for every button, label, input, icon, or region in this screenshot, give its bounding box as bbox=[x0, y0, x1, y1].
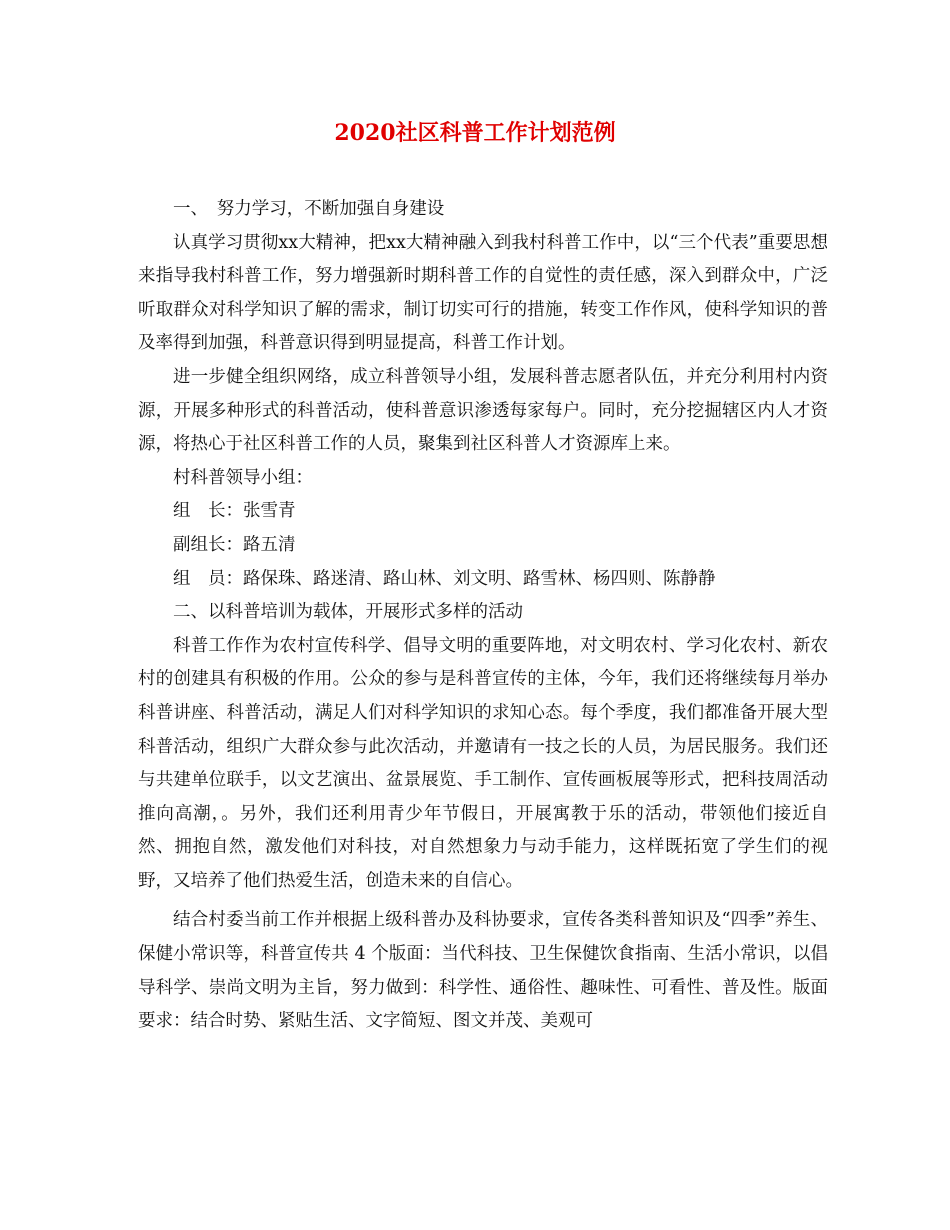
paragraph-organization: 进一步健全组织网络，成立科普领导小组，发展科普志愿者队伍，并充分利用村内资源，开展多种形式的科普活动，使科普意识渗透每家每户。同时，充分挖掘辖区内人才资源，将热心于社区科普工作的人员，聚集到社区科普人才资源库上来。 bbox=[138, 366, 828, 455]
section-heading-2: 二、以科普培训为载体，开展形式多样的活动 bbox=[173, 602, 523, 623]
document-body bbox=[138, 193, 828, 1039]
section-heading-1: 一、 努力学习，不断加强自身建设 bbox=[173, 199, 445, 219]
members-line: 组 员：路保珠、路迷清、路山林、刘文明、路雪林、杨四则、陈静静 bbox=[173, 568, 716, 589]
leader-line: 组 长：张雪青 bbox=[173, 501, 296, 522]
document-title: 2020社区科普工作计划范例 bbox=[334, 120, 616, 146]
deputy-leader-line: 副组长：路五清 bbox=[173, 534, 296, 555]
leadership-group-heading: 村科普领导小组： bbox=[173, 467, 313, 488]
paragraph-activities: 科普工作作为农村宣传科学、倡导文明的重要阵地，对文明农村、学习化农村、新农村的创建具有积极的作用。公众的参与是科普宣传的主体，今年，我们还将继续每月举办科普讲座、科普活动，满足人们对科学知识的求知心态。每个季度，我们都准备开展大型科普活动，组织广大群众参与此次活动，并邀请有一技之长的人员，为居民服务。我们还与共建单位联手，以文艺演出、盆景展览、手工制作、宣传画板展等形式，把科技周活动推向高潮，。另外，我们还利用青少年节假日，开展寓教于乐的活动，带领他们接近自然、拥抱自然，激发他们对科技，对自然想象力与动手能力，这样既拓宽了学生们的视野，又培养了他们热爱生活，创造未来的自信心。 bbox=[138, 635, 828, 891]
paragraph-publicity: 结合村委当前工作并根据上级科普办及科协要求，宣传各类科普知识及“四季”养生、保健小常识等，科普宣传共 4 个版面：当代科技、卫生保健饮食指南、生活小常识，以倡导科学、崇尚文明为主旨，努力做到：科学性、通俗性、趣味性、可看性、普及性。版面要求：结合时势、紧贴生活、文字简短、图文并茂、美观可 bbox=[138, 910, 828, 1032]
paragraph-study: 认真学习贯彻xx大精神，把xx大精神融入到我村科普工作中，以“三个代表”重要思想来指导我村科普工作，努力增强新时期科普工作的自觉性的责任感，深入到群众中，广泛听取群众对科学知识了解的需求，制订切实可行的措施，转变工作作风，使科学知识的普及率得到加强，科普意识得到明显提高，科普工作计划。 bbox=[138, 232, 828, 354]
